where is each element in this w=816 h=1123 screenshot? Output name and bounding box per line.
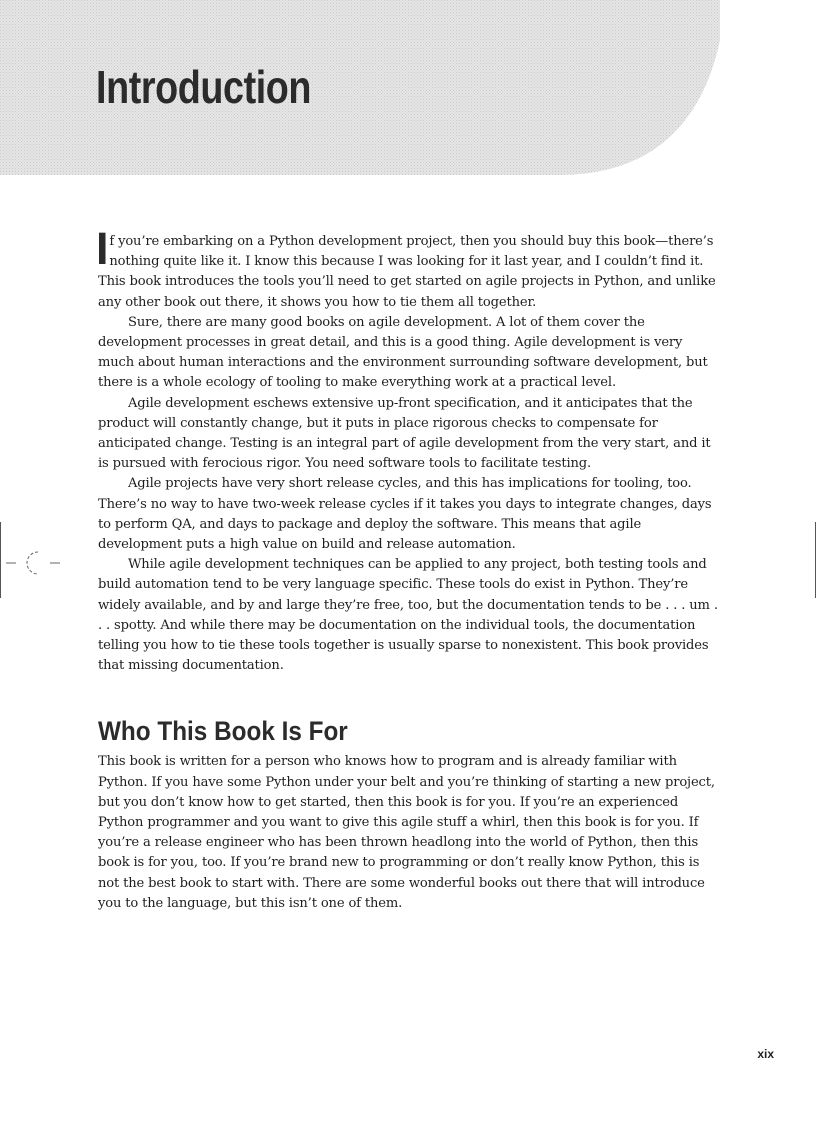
section-heading: Who This Book Is For <box>98 716 348 747</box>
section-paragraph: This book is written for a person who knows how to program and is already familiar with Python. If you have some Python under your belt and you’re thinking of starting a new project, but you don’t know how to get started, then this book is for you. If you’re an experienced Python programmer and you want to give this agile stuff a whirl, then this book is for you. If you’re a release engineer who has been thrown headlong into the world of Python, then this book is for you, too. If you’re brand new to programming or don’t really know Python, this is not the best book to start with. There are some wonderful books out there that will introduce you to the language, but this isn’t one of them. <box>98 754 715 911</box>
crop-mark-icon <box>6 548 62 578</box>
intro-paragraph-5: While agile development techniques can be applied to any project, both testing tools and build automation tend to be very language specific. These tools do exist in Python. They’re widely available, and by and large they’re free, too, but the documentation tends to be . . . um . . . spotty. And while there may be documentation on the individual tools, the documentation telling you how to tie these tools together is usually sparse to nonexistent. This book provides that missing documentation. <box>98 557 718 674</box>
page-number: xix <box>757 1047 774 1061</box>
intro-paragraph-1 <box>96 223 720 313</box>
intro-paragraph-3: Agile development eschews extensive up-front specification, and it anticipates that the product will constantly change, but it puts in place rigorous checks to compensate for anticipated change. Testing is an integral part of agile development from the very start, and it is pursued with ferocious rigor. You need software tools to facilitate testing. <box>98 395 711 472</box>
intro-paragraph-4: Agile projects have very short release cycles, and this has implications for tooling, too. There’s no way to have two-week release cycles if it takes you days to integrate changes, days to perform QA, and days to package and deploy the software. This means that agile development puts a high value on build and release automation. <box>98 476 712 553</box>
drop-cap: I <box>96 223 109 274</box>
chapter-title: Introduction <box>96 61 312 113</box>
page-body <box>96 223 720 914</box>
intro-paragraph-1-text: f you’re embarking on a Python development project, then you should buy this book—there’s nothing quite like it. I know this because I was looking for it last year, and I couldn’t find it. This book introduces the tools you’ll need to get started on agile projects in Python, and unlike any other book out there, it shows you how to tie them all together. <box>98 234 716 310</box>
margin-line-left <box>0 522 1 598</box>
intro-paragraph-2: Sure, there are many good books on agile development. A lot of them cover the development processes in great detail, and this is a good thing. Agile development is very much about human interactions and the environment surrounding software development, but there is a whole ecology of tooling to make everything work at a practical level. <box>98 314 708 391</box>
